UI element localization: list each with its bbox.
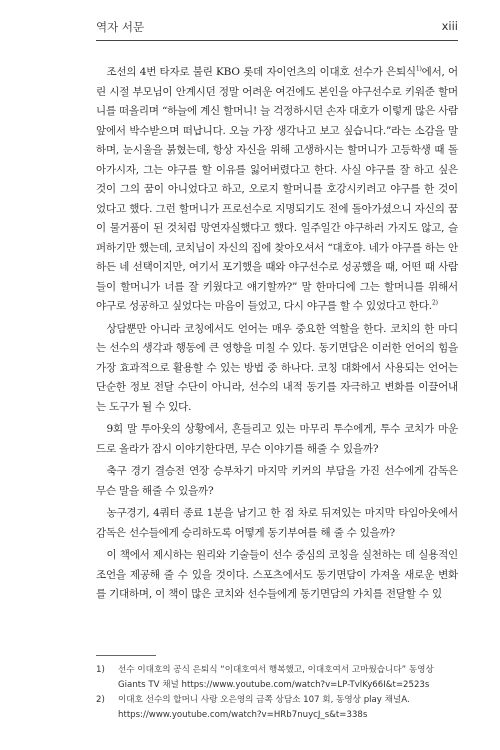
paragraph-6: 이 책에서 제시하는 원리와 기술들이 선수 중심의 코칭을 실천하는 데 실용적인 조언을 제공해 줄 수 있을 것이다. 스포츠에서도 동기면담이 가져올 새로운 변화를 기대하며, 이 책이 많은 코치와 선수들에게 동기면담의 가치를 전달할 수 있 <box>96 549 458 600</box>
body-text <box>96 63 458 605</box>
paragraph-5: 농구경기, 4쿼터 종료 1분을 남기고 한 점 차로 뒤져있는 마지막 타임아웃에서 감독은 선수들에게 승리하도록 어떻게 동기부여를 해 줄 수 있을까? <box>96 507 458 539</box>
footnote-ref-1: 1) <box>415 65 422 73</box>
footnote-text: 이대호 선수의 할머니 사랑 오은영의 금쪽 상담소 107 회, 동영상 play 채널A. https://www.youtube.com/watch?v=HRb7nuycJ_s&t=338s <box>118 695 410 720</box>
page-number: xiii <box>441 19 458 33</box>
paragraph-3: 9회 말 투아웃의 상황에서, 흔들리고 있는 마무리 투수에게, 투수 코치가 마운드로 올라가 잠시 이야기한다면, 무슨 이야기를 해줄 수 있을까? <box>96 423 458 455</box>
chapter-title: 역자 서문 <box>96 20 145 34</box>
header-rule <box>96 40 458 41</box>
footnote-ref-2: 2) <box>431 299 438 307</box>
footnotes <box>96 663 458 723</box>
footnote-2 <box>96 693 458 723</box>
footnote-number: 2) <box>96 695 105 705</box>
footnote-1 <box>96 663 458 693</box>
paragraph-1-text-b: 에서, 어린 시절 부모님이 안계시던 정말 어려운 여건에도 본인을 야구선수로 키워준 할머니를 떠올리며 “하늘에 계신 할머니! 늘 걱정하시던 손자 대호가 이렇게 많은 사람 앞에서 박수받으며 떠납니다. 오늘 가장 생각나고 보고 싶습니다.”라는 소감을 말하며, 눈시울을 붉혔는데, 항상 자신을 위해 고생하시는 할머니가 고등학생 때 돌아가시자, 그는 야구를 할 이유를 잃어버렸다고 한다. 사실 야구를 잘 하고 싶은 것이 그의 꿈이 아니었다고 하고, 오로지 할머니를 호강시키려고 야구를 한 것이었다고 했다. 그런 할머니가 프로선수로 지명되기도 전에 돌아가셨으니 자신의 꿈이 물거품이 된 것처럼 망연자실했다고 했다. 일주일간 야구하러 가지도 않고, 슬퍼하기만 했는데, 코치님이 자신의 집에 찾아오셔서 “대호야. 네가 야구를 하는 안하든 네 선택이지만, 여기서 포기했을 때와 야구선수로 성공했을 때, 어떤 때 사람들이 할머니가 너를 잘 키웠다고 얘기할까?” 말 한마디에 그는 할머니를 위해서 야구로 성공하고 싶었다는 마음이 들었고, 다시 야구를 할 수 있었다고 한다. <box>96 66 459 312</box>
paragraph-1 <box>96 63 458 317</box>
footnote-rule <box>96 655 156 656</box>
paragraph-2: 상담뿐만 아니라 코칭에서도 언어는 매우 중요한 역할을 한다. 코치의 한 마디는 선수의 생각과 행동에 큰 영향을 미칠 수 있다. 동기면담은 이러한 언어의 힘을 가장 효과적으로 활용할 수 있는 방법 중 하나다. 코칭 대화에서 사용되는 언어는 단순한 정보 전달 수단이 아니라, 선수의 내적 동기를 자극하고 변화를 이끌어내는 도구가 될 수 있다. <box>96 322 458 413</box>
paragraph-1-text-a: 조선의 4번 타자로 불린 KBO 롯데 자이언츠의 이대호 선수가 은퇴식 <box>106 66 416 78</box>
footnote-number: 1) <box>96 665 105 675</box>
running-header <box>96 19 458 39</box>
footnote-text: 선수 이대호의 공식 은퇴식 “이대호여서 행복했고, 이대호여서 고마웠습니다” 동영상 Giants TV 채널 https://www.youtube.com/watch?v=LP-TvlKy66I&t=2523s <box>118 665 434 690</box>
paragraph-4: 축구 경기 결승전 연장 승부차기 마지막 키커의 부담을 가진 선수에게 감독은 무슨 말을 해줄 수 있을까? <box>96 465 458 497</box>
